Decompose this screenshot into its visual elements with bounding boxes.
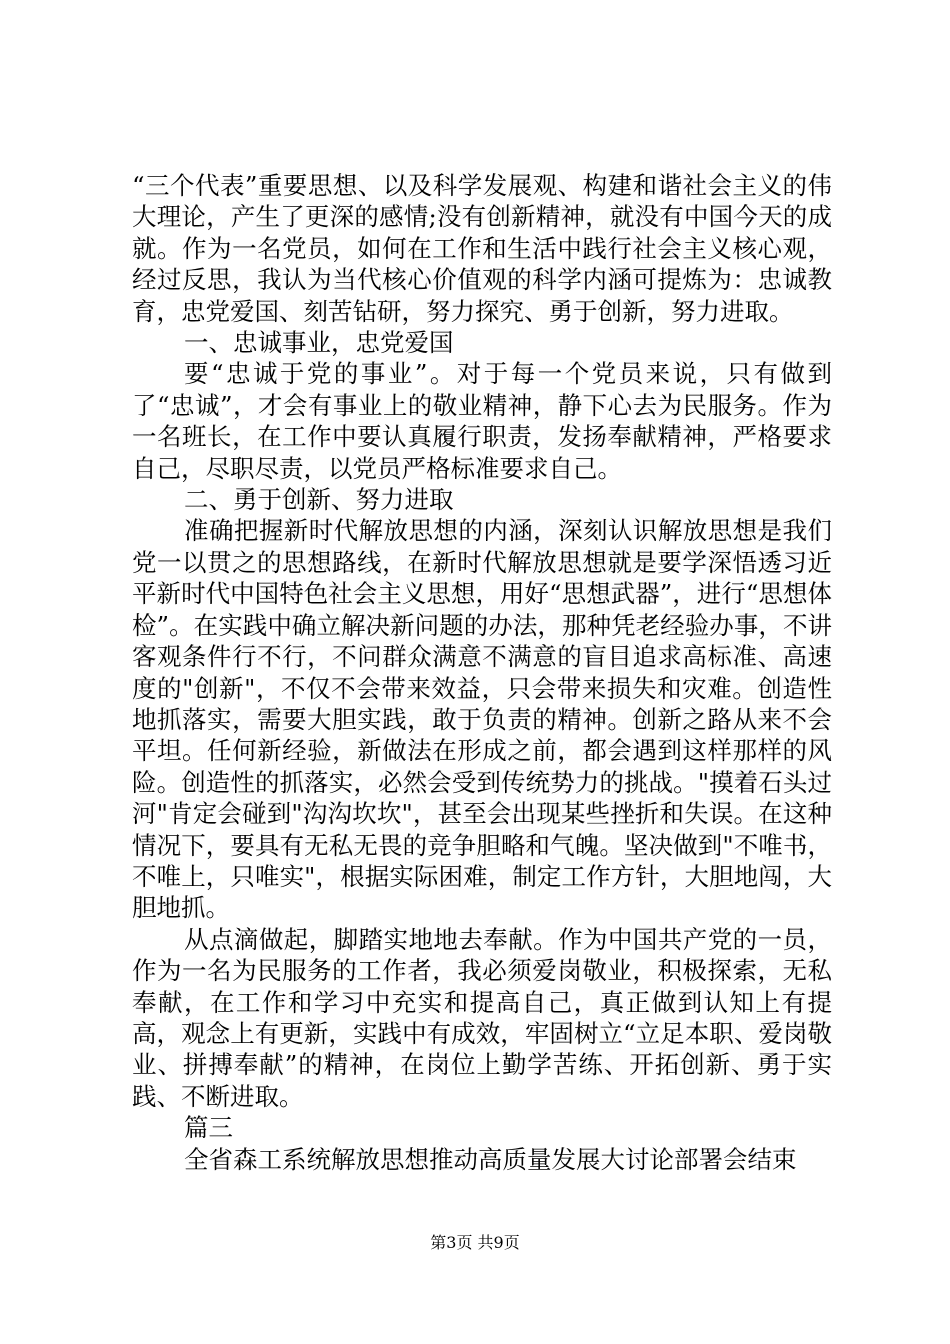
section-heading-2: 二、勇于创新、努力进取 xyxy=(184,485,454,515)
paragraph-4: 从点滴做起，脚踏实地地去奉献。作为中国共产党的一员，作为一名为民服务的工作者，我必须爱岗敬业，积极探索，无私奉献，在工作和学习中充实和提高自己，真正做到认知上有提高，观念上有更新，实践中有成效，牢固树立“立足本职、爱岗敬业、拼搏奉献”的精神，在岗位上勤学苦练、开拓创新、勇于实践、不断进取。 xyxy=(132,924,832,1111)
page-footer: 第3页 共9页 xyxy=(430,1233,520,1252)
paragraph-2: 要“忠诚于党的事业”。对于每一个党员来说，只有做到了“忠诚”，才会有事业上的敬业精神，静下心去为民服务。作为一名班长，在工作中要认真履行职责，发扬奉献精神，严格要求自己，尽职尽责，以党员严格标准要求自己。 xyxy=(132,359,832,483)
paragraph-1: “三个代表”重要思想、以及科学发展观、构建和谐社会主义的伟大理论，产生了更深的感情;没有创新精神，就没有中国今天的成就。作为一名党员，如何在工作和生活中践行社会主义核心观，经过反思，我认为当代核心价值观的科学内涵可提炼为：忠诚教育，忠党爱国、刻苦钻研，努力探究、勇于创新，努力进取。 xyxy=(132,171,832,326)
paragraph-5: 全省森工系统解放思想推动高质量发展大讨论部署会结束 xyxy=(184,1144,797,1174)
paragraph-3: 准确把握新时代解放思想的内涵，深刻认识解放思想是我们党一以贯之的思想路线，在新时代解放思想就是要学深悟透习近平新时代中国特色社会主义思想，用好“思想武器”，进行“思想体检”。在实践中确立解决新问题的办法，那种凭老经验办事，不讲客观条件行不行，不问群众满意不满意的盲目追求高标准、高速度的"创新"，不仅不会带来效益，只会带来损失和灾难。创造性地抓落实，需要大胆实践，敢于负责的精神。创新之路从来不会平坦。任何新经验，新做法在形成之前，都会遇到这样那样的风险。创造性的抓落实，必然会受到传统势力的挑战。"摸着石头过河"肯定会碰到"沟沟坎坎"，甚至会出现某些挫折和失误。在这种情况下，要具有无私无畏的竞争胆略和气魄。坚决做到"不唯书，不唯上，只唯实"，根据实际困难，制定工作方针，大胆地闯，大胆地抓。 xyxy=(132,516,832,923)
section-heading-3: 篇三 xyxy=(184,1113,233,1143)
document-body xyxy=(132,170,832,1175)
section-heading-1: 一、忠诚事业，忠党爱国 xyxy=(184,328,454,358)
